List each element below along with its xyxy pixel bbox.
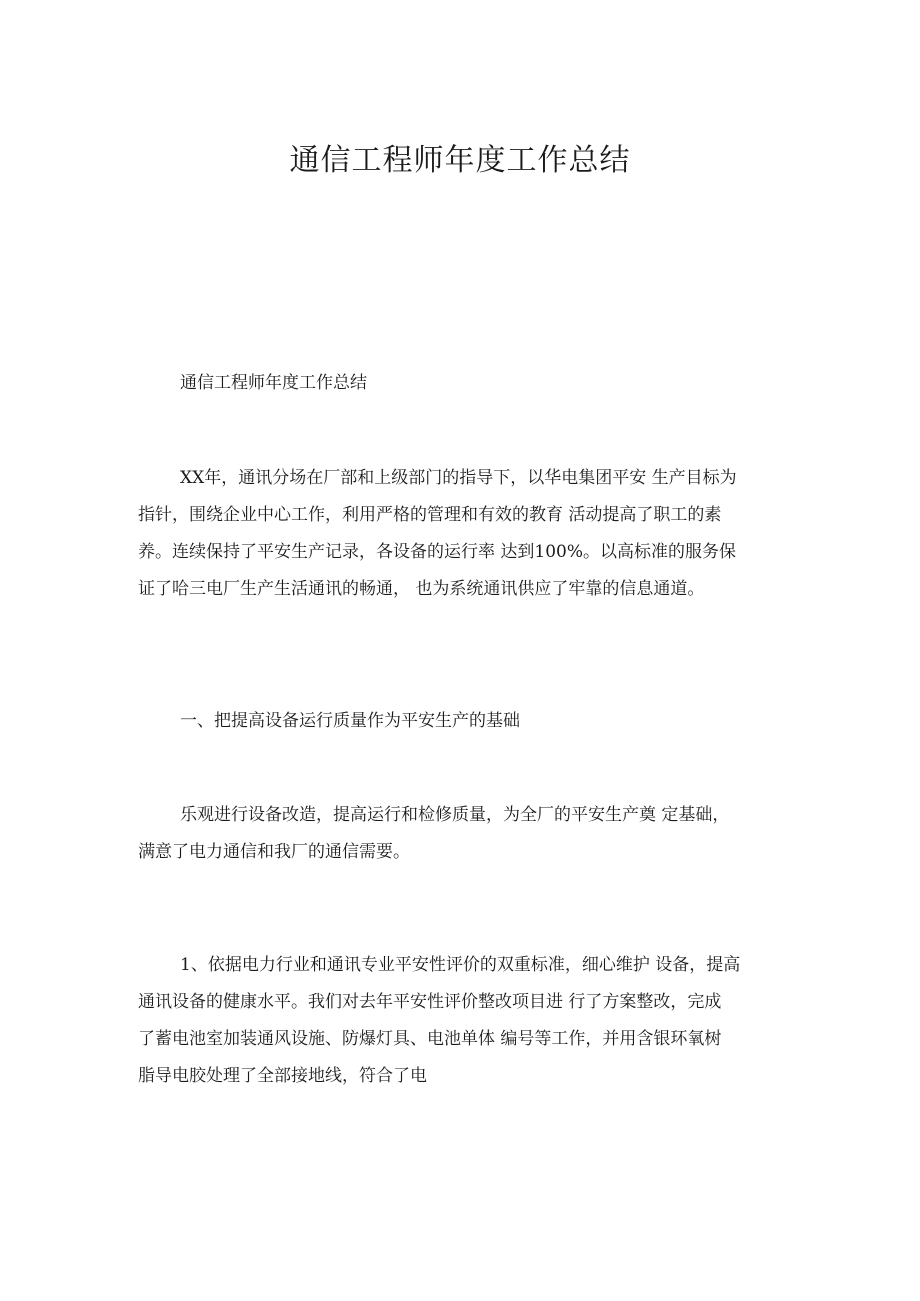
item-1-line-2: 通讯设备的健康水平。我们对去年平安性评价整改项目进 行了方案整改，完成 bbox=[138, 992, 722, 1012]
item-1-paragraph bbox=[138, 947, 788, 1095]
intro-line-4: 证了哈三电厂生产生活通讯的畅通， 也为系统通讯供应了牢靠的信息通道。 bbox=[138, 579, 705, 599]
item-1-line-3: 了蓄电池室加装通风设施、防爆灯具、电池单体 编号等工作，并用含银环氧树 bbox=[138, 1029, 722, 1049]
intro-line-3: 养。连续保持了平安生产记录，各设备的运行率 达到100%。以高标准的服务保 bbox=[138, 542, 737, 562]
document-title: 通信工程师年度工作总结 bbox=[289, 143, 631, 178]
item-1-line-4: 脂导电胶处理了全部接地线，符合了电 bbox=[138, 1066, 427, 1086]
item-1-line-1: 1、依据电力行业和通讯专业平安性评价的双重标准，细心维护 设备，提高 bbox=[180, 955, 741, 975]
intro-line-2: 指针，围绕企业中心工作，利用严格的管理和有效的教育 活动提高了职工的素 bbox=[138, 505, 722, 525]
section-1-heading-text: 一、把提高设备运行质量作为平安生产的基础 bbox=[180, 711, 520, 731]
section-1-line-2: 满意了电力通信和我厂的通信需要。 bbox=[138, 842, 410, 862]
intro-paragraph bbox=[138, 460, 788, 608]
section-1-paragraph bbox=[138, 797, 788, 871]
intro-line-1: XX年，通讯分场在厂部和上级部门的指导下，以华电集团平安 生产目标为 bbox=[180, 468, 737, 488]
document-subtitle bbox=[138, 365, 788, 402]
subtitle-line: 通信工程师年度工作总结 bbox=[180, 373, 367, 393]
section-1-heading bbox=[138, 703, 788, 740]
section-1-line-1: 乐观进行设备改造，提高运行和检修质量，为全厂的平安生产奠 定基础， bbox=[180, 805, 730, 825]
